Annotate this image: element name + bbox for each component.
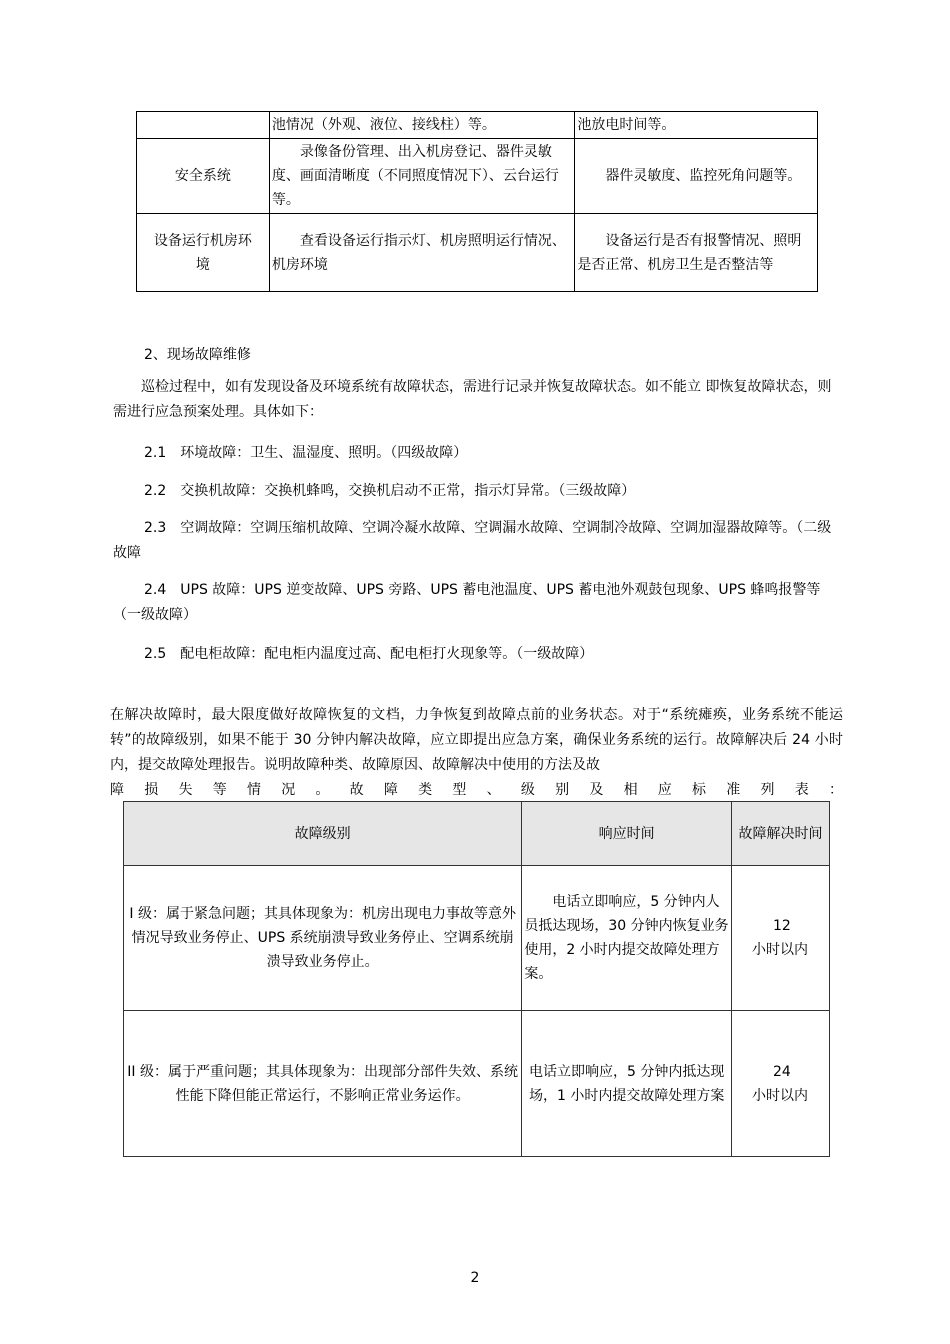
page-number: 2: [470, 1270, 480, 1286]
table-cell: 器件灵敏度、监控死角问题等。: [575, 139, 818, 214]
section-heading: 2、现场故障维修: [144, 347, 251, 363]
table-row: [137, 112, 818, 139]
table-cell: 设备运行机房环境: [137, 214, 270, 292]
table-cell: [137, 112, 270, 139]
fault-item: 2.5 配电柜故障：配电柜内温度过高、配电柜打火现象等。（一级故障）: [144, 646, 594, 662]
resolution-paragraph-last-line: 障损失等情况。故障类型、级别及相应标准列表：: [110, 782, 843, 798]
table-row: [124, 1011, 830, 1157]
table-cell: 安全系统: [137, 139, 270, 214]
table-header-cell: 故障级别: [124, 802, 522, 866]
fault-level-table: [123, 801, 830, 1157]
table-cell: II 级：属于严重问题；其具体现象为：出现部分部件失效、系统性能下降但能正常运行，不影响正常业务运作。: [124, 1011, 522, 1157]
section-intro: 巡检过程中，如有发现设备及环境系统有故障状态，需进行记录并恢复故障状态。如不能立 即恢复故障状态，则需进行应急预案处理。具体如下：: [113, 379, 832, 420]
table-cell: 12 小时以内: [732, 866, 830, 1011]
resolution-paragraph: 在解决故障时，最大限度做好故障恢复的文档，力争恢复到故障点前的业务状态。对于“系统瘫痪，业务系统不能运转”的故障级别，如果不能于 30 分钟内解决故障，应立即提出应急方案，确保业务系统的运行。故障解决后 24 小时内，提交故障处理报告。说明故障种类、故障原因、故障解决中使用的方法及故: [110, 707, 843, 773]
fault-item: 2.4 UPS 故障：UPS 逆变故障、UPS 旁路、UPS 蓄电池温度、UPS 蓄电池外观鼓包现象、UPS 蜂鸣报警等（一级故障）: [113, 582, 821, 623]
table-cell: 录像备份管理、出入机房登记、器件灵敏度、画面清晰度（不同照度情况下）、云台运行等。: [269, 139, 575, 214]
fault-item: 2.3 空调故障：空调压缩机故障、空调冷凝水故障、空调漏水故障、空调制冷故障、空调加湿器故障等。（二级故障: [113, 520, 832, 561]
table-cell: 池放电时间等。: [575, 112, 818, 139]
fault-item: 2.1 环境故障：卫生、温湿度、照明。（四级故障）: [144, 445, 468, 461]
table-header-cell: 故障解决时间: [732, 802, 830, 866]
table-row: [137, 214, 818, 292]
fault-item: 2.2 交换机故障：交换机蜂鸣，交换机启动不正常，指示灯异常。（三级故障）: [144, 483, 636, 499]
table-cell: 池情况（外观、液位、接线柱）等。: [269, 112, 575, 139]
table-row: [124, 866, 830, 1011]
table-cell: 24 小时以内: [732, 1011, 830, 1157]
table-cell: I 级：属于紧急问题；其具体现象为：机房出现电力事故等意外情况导致业务停止、UPS 系统崩溃导致业务停止、空调系统崩溃导致业务停止。: [124, 866, 522, 1011]
table-cell: 电话立即响应，5 分钟内人员抵达现场，30 分钟内恢复业务使用，2 小时内提交故障处理方案。: [522, 866, 732, 1011]
table-cell: 设备运行是否有报警情况、照明是否正常、机房卫生是否整洁等: [575, 214, 818, 292]
table-header-row: [124, 802, 830, 866]
table-row: [137, 139, 818, 214]
table-header-cell: 响应时间: [522, 802, 732, 866]
inspection-table: [136, 111, 818, 292]
table-cell: 查看设备运行指示灯、机房照明运行情况、机房环境: [269, 214, 575, 292]
table-cell: 电话立即响应，5 分钟内抵达现场，1 小时内提交故障处理方案: [522, 1011, 732, 1157]
